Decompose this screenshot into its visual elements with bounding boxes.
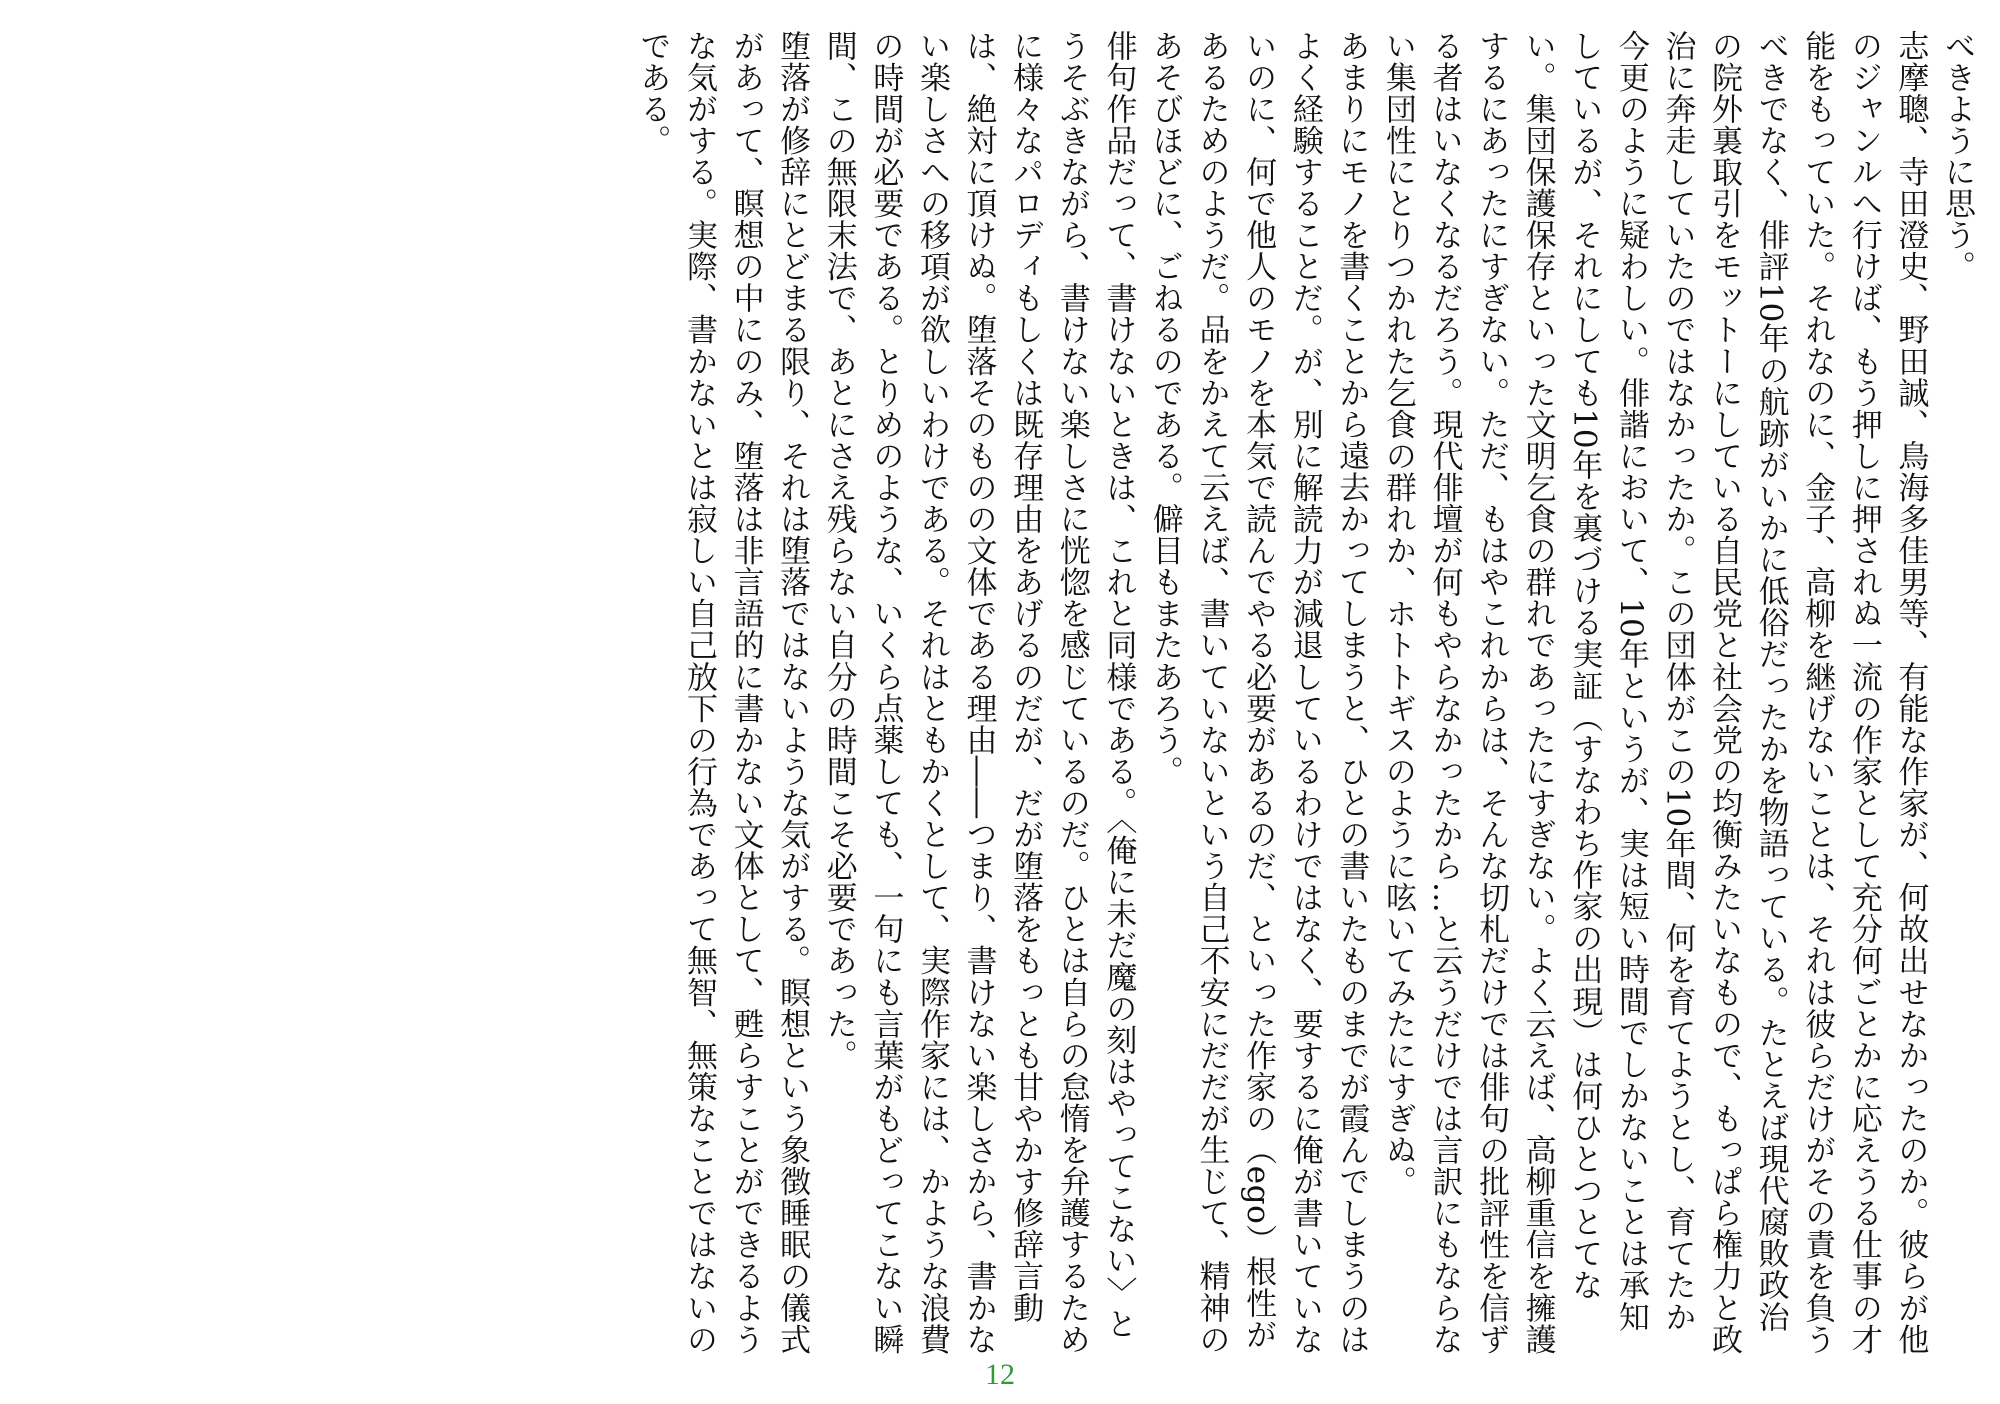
paragraph: べきように思う。 bbox=[1939, 30, 1975, 283]
paragraph: 堕落が修辞にとどまる限り、それは堕落ではないような気がする。瞑想という象徴睡眠の儀式があって、瞑想の中にのみ、堕落は非言語的に書かない文体として、甦らすことができるような気がする。実際、書かないとは寂しい自己放下の行為であって無智、無策なことではないのである。 bbox=[634, 30, 811, 1356]
paragraph: あまりにモノを書くことから遠去かってしまうと、ひとの書いたものまでが霞んでしまうのはよく経験することだ。が、別に解読力が減退しているわけではなく、要するに俺が書いていないのに、何で他人のモノを本気で読んでやる必要があるのだ、といった作家の（ego）根性があるためのようだ。品をかえて云えば、書いていないという自己不安にだだが生じて、精神のあそびほどに、ごねるのである。僻目もまたあろう。 bbox=[1146, 30, 1370, 1356]
vertical-text-body bbox=[30, 30, 1980, 1360]
paragraph: 志摩聰、寺田澄史、野田誠、鳥海多佳男等、有能な作家が、何故出せなかったのか。彼らが他のジャンルへ行けば、もう押しに押されぬ一流の作家として充分何ごとかに応えうる仕事の才能をもっていた。それなのに、金子、高柳を継げないことは、それは彼らだけがその責を負うべきでなく、俳評10年の航跡がいかに低俗だったかを物語っている。たとえば現代腐敗政治の院外裏取引をモットーにしている自民党と社会党の均衡みたいなもので、もっぱら権力と政治に奔走していたのではなかったか。この団体がこの10年間、何を育てようとし、育てたか今更のように疑わしい。俳諧において、10年というが、実は短い時間でしかないことは承知しているが、それにしても10年を裏づける実証（すなわち作家の出現）は何ひとつとてない。集団保護保存といった文明乞食の群れであったにすぎない。よく云えば、高柳重信を擁護するにあったにすぎない。ただ、もはやこれからは、そんな切札だけでは俳句の批評性を信ずる者はいなくなるだろう。現代俳壇が何もやらなかったから…と云うだけでは言訳にもならない集団性にとりつかれた乞食の群れか、ホトトギスのように呟いてみたにすぎぬ。 bbox=[1379, 30, 1929, 1356]
paragraph: 俳句作品だって、書けないときは、これと同様である。〈俺に未だ魔の刻はやってこない〉とうそぶきながら、書けない楽しさに恍惚を感じているのだ。ひとは自らの怠惰を弁護するために様々なパロディもしくは既存理由をあげるのだが、だが堕落をもっとも甘やかす修辞言動は、絶対に頂けぬ。堕落そのものの文体である理由――つまり、書けない楽しさから、書かない楽しさへの移項が欲しいわけである。それはともかくとして、実際作家には、かような浪費の時間が必要である。とりめのような、いくら点薬しても、一句にも言葉がもどってこない瞬間、この無限末法で、あとにさえ残らない自分の時間こそ必要であった。 bbox=[820, 30, 1137, 1356]
page-number: 12 bbox=[985, 1358, 1015, 1391]
